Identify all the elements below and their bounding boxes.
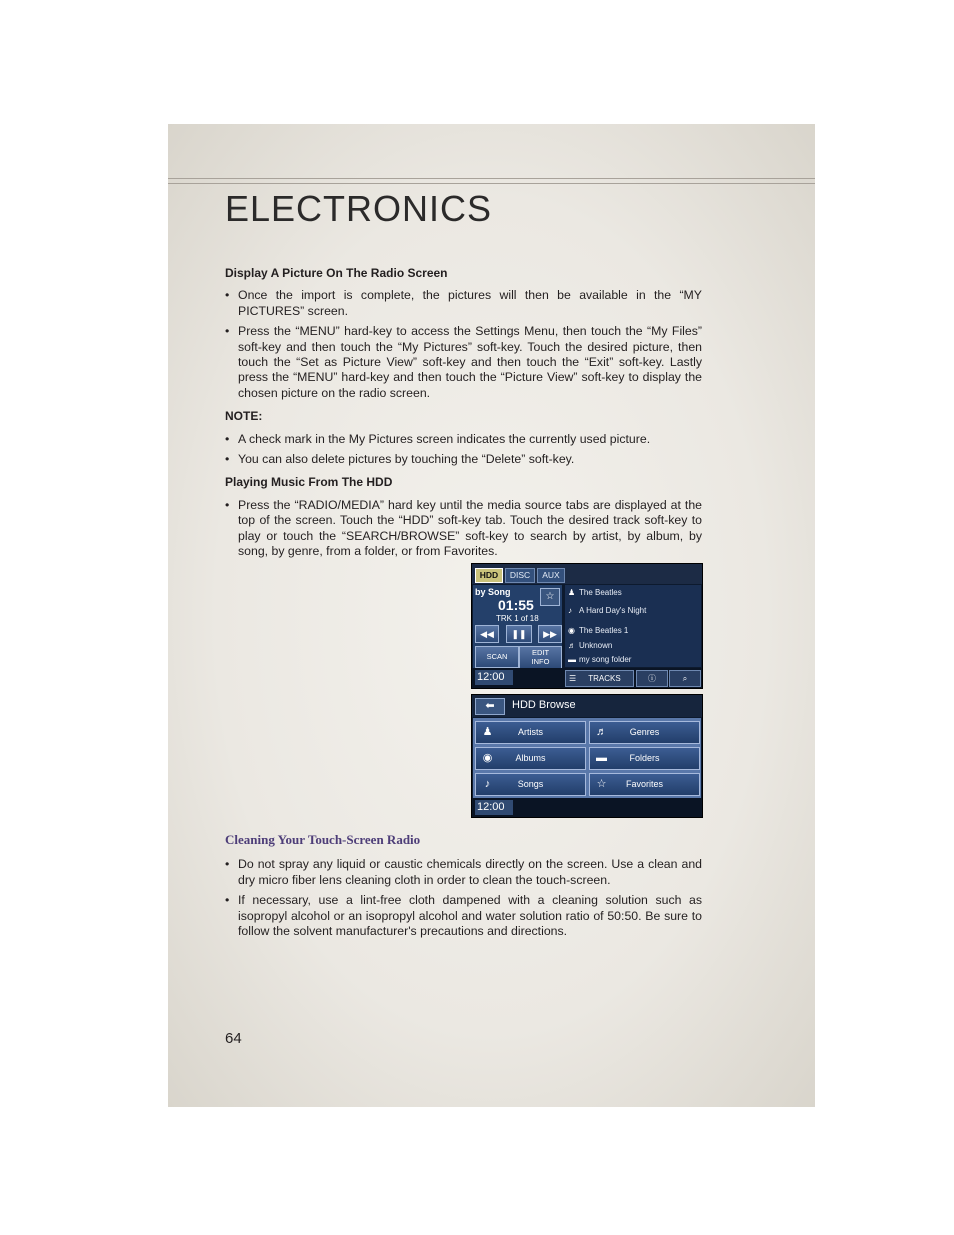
search-browse-button[interactable]: [669, 670, 701, 687]
tracks-label: TRACKS: [588, 674, 621, 683]
manual-page: [168, 124, 815, 1107]
bullet: • You can also delete pictures by touching the “Delete” soft-key.: [225, 452, 702, 467]
scan-button[interactable]: SCAN: [475, 646, 519, 668]
browse-title: HDD Browse: [512, 699, 576, 711]
section-title: ELECTRONICS: [225, 188, 493, 229]
genre-icon: ♬: [568, 641, 576, 650]
favorites-label: Favorites: [625, 779, 663, 789]
note-heading: NOTE:: [225, 409, 263, 424]
tab-aux[interactable]: AUX: [537, 568, 565, 583]
back-button[interactable]: [475, 698, 505, 715]
albums-button[interactable]: [475, 747, 586, 770]
favorite-star-icon[interactable]: ☆: [540, 588, 560, 606]
edit-info-button[interactable]: [519, 646, 562, 669]
songs-button[interactable]: [475, 773, 586, 796]
bullet-list-playing-music: [225, 498, 702, 560]
tab-hdd[interactable]: HDD: [475, 568, 503, 583]
person-icon: ♟: [482, 726, 493, 738]
clock: 12:00: [475, 800, 513, 815]
disc-icon: ◉: [482, 752, 493, 764]
genres-label: Genres: [629, 727, 660, 737]
bullet: • A check mark in the My Pictures screen indicates the currently used picture.: [225, 432, 702, 447]
fast-forward-icon: ▶▶: [543, 629, 557, 639]
artists-button[interactable]: [475, 721, 586, 744]
info-icon: ⓘ: [648, 674, 656, 683]
folders-button[interactable]: [589, 747, 700, 770]
browse-bottom-bar: [472, 798, 702, 818]
artists-label: Artists: [517, 727, 543, 737]
genres-button[interactable]: [589, 721, 700, 744]
radio-hdd-player-screen: [471, 563, 703, 689]
edit-label: EDIT: [531, 648, 550, 657]
guitar-icon: ♬: [596, 726, 607, 738]
track-info-list: [565, 585, 701, 667]
bullet: • Press the “MENU” hard-key to access the Settings Menu, then touch the “My Files” soft-key and then touch the “My Pictures” soft-key. Touch the desired picture, then touch the “Set as Picture View” soft-key and then touch the “Exit” soft-key. Lastly press the “MENU” hard-key and then touch the “Picture View” soft-key to display the chosen picture on the radio screen.: [225, 324, 702, 401]
rewind-button[interactable]: [475, 625, 499, 643]
albums-label: Albums: [515, 753, 546, 763]
heading-playing-music: Playing Music From The HDD: [225, 475, 393, 490]
list-item-artist[interactable]: The Beatles: [579, 588, 622, 597]
bullet: • Once the import is complete, the pictures will then be available in the “MY PICTURES” screen.: [225, 288, 702, 319]
browse-mode-label: by Song: [475, 587, 511, 597]
clock: 12:00: [475, 670, 513, 685]
list-item-folder[interactable]: my song folder: [579, 655, 632, 664]
song-icon: ♪: [568, 606, 572, 615]
bullet: • If necessary, use a lint-free cloth dampened with a cleaning solution such as isopropyl alcohol or an isopropyl alcohol and water solution ratio of 50:50. Be sure to follow the solvent manufacturer's precautions and directions.: [225, 893, 702, 939]
search-icon: ⌕: [682, 674, 688, 683]
star-icon: ☆: [596, 778, 607, 790]
pause-button[interactable]: [506, 625, 532, 643]
list-item-album[interactable]: The Beatles 1: [579, 626, 629, 635]
cleaning-section: [225, 832, 702, 947]
now-playing-panel: [473, 585, 562, 668]
rewind-icon: ◀◀: [480, 629, 494, 639]
favorites-button[interactable]: [589, 773, 700, 796]
tracks-button[interactable]: [565, 670, 634, 687]
list-icon: ☰: [569, 674, 577, 683]
folders-label: Folders: [629, 753, 660, 763]
music-note-icon: ♪: [484, 778, 491, 790]
heading-display-picture: Display A Picture On The Radio Screen: [225, 266, 448, 280]
artist-icon: ♟: [568, 588, 576, 597]
page-content: [225, 266, 702, 568]
top-rule-secondary: [168, 183, 815, 184]
browse-grid: [473, 718, 701, 798]
list-item-genre[interactable]: Unknown: [579, 641, 613, 650]
pause-icon: ❚❚: [511, 629, 527, 639]
elapsed-time: 01:55: [498, 597, 534, 613]
page-number: 64: [225, 1030, 242, 1047]
info-button[interactable]: [636, 670, 668, 687]
browse-header: [472, 695, 702, 717]
bottom-bar: [472, 668, 702, 688]
bullet: • Press the “RADIO/MEDIA” hard key until the media source tabs are displayed at the top of the screen. Touch the “HDD” soft-key tab. Touch the desired track soft-key to play or touch the “SEARCH/BROWSE” soft-key to search by artist, by album, by song, by genre, from a folder, or from Favorites.: [225, 498, 702, 560]
track-counter: TRK 1 of 18: [496, 614, 539, 623]
back-arrow-icon: ⬅: [485, 700, 495, 712]
top-rule: [168, 178, 815, 179]
bullet: • Do not spray any liquid or caustic chemicals directly on the screen. Use a clean and dry micro fiber lens cleaning cloth in order to clean the touch-screen.: [225, 857, 702, 888]
album-icon: ◉: [568, 626, 575, 635]
media-tab-bar: [472, 564, 702, 584]
fast-forward-button[interactable]: [538, 625, 562, 643]
bullet-list-display-picture: [225, 288, 702, 401]
bullet-list-note: [225, 432, 702, 468]
tab-disc[interactable]: DISC: [505, 568, 535, 583]
bullet-list-cleaning: [225, 857, 702, 939]
info-label: INFO: [531, 657, 550, 666]
folder-icon: ▬: [596, 752, 607, 764]
list-item-song[interactable]: A Hard Day's Night: [579, 606, 647, 615]
heading-cleaning: Cleaning Your Touch-Screen Radio: [225, 832, 421, 847]
songs-label: Songs: [517, 779, 544, 789]
folder-icon: ▬: [568, 655, 576, 664]
hdd-browse-screen: [471, 694, 703, 818]
